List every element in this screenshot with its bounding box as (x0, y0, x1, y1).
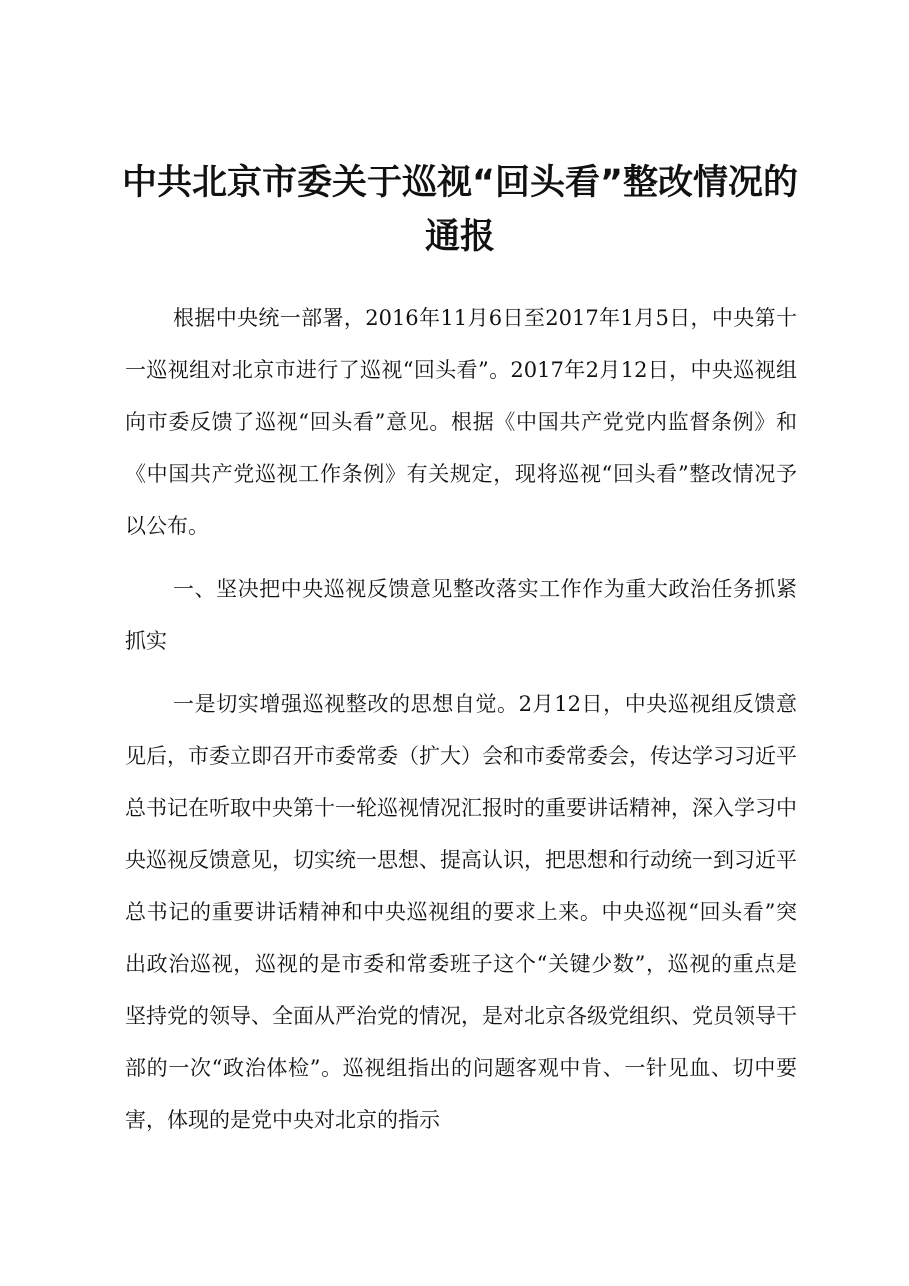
section-heading-1: 一、坚决把中央巡视反馈意见整改落实工作作为重大政治任务抓紧抓实 (125, 577, 797, 653)
document-body (125, 292, 797, 1146)
document-title-line-1: 中共北京市委关于巡视“回头看”整改情况的 (121, 163, 798, 203)
paragraph-point-1: 一是切实增强巡视整改的思想自觉。2月12日，中央巡视组反馈意见后，市委立即召开市委常委（扩大）会和市委常委会，传达学习习近平总书记在听取中央第十一轮巡视情况汇报时的重要讲话精神，深入学习中央巡视反馈意见，切实统一思想、提高认识，把思想和行动统一到习近平总书记的重要讲话精神和中央巡视组的要求上来。中央巡视“回头看”突出政治巡视，巡视的是市委和常委班子这个“关键少数”，巡视的重点是坚持党的领导、全面从严治党的情况，是对北京各级党组织、党员领导干部的一次“政治体检”。巡视组指出的问题客观中肯、一针见血、切中要害，体现的是党中央对北京的指示 (125, 692, 797, 1132)
paragraph-intro: 根据中央统一部署，2016年11月6日至2017年1月5日，中央第十一巡视组对北京市进行了巡视“回头看”。2017年2月12日，中央巡视组向市委反馈了巡视“回头看”意见。根据《中国共产党党内监督条例》和《中国共产党巡视工作条例》有关规定，现将巡视“回头看”整改情况予以公布。 (125, 306, 797, 538)
document-title (100, 156, 820, 264)
document-title-line-2: 通报 (424, 217, 495, 257)
